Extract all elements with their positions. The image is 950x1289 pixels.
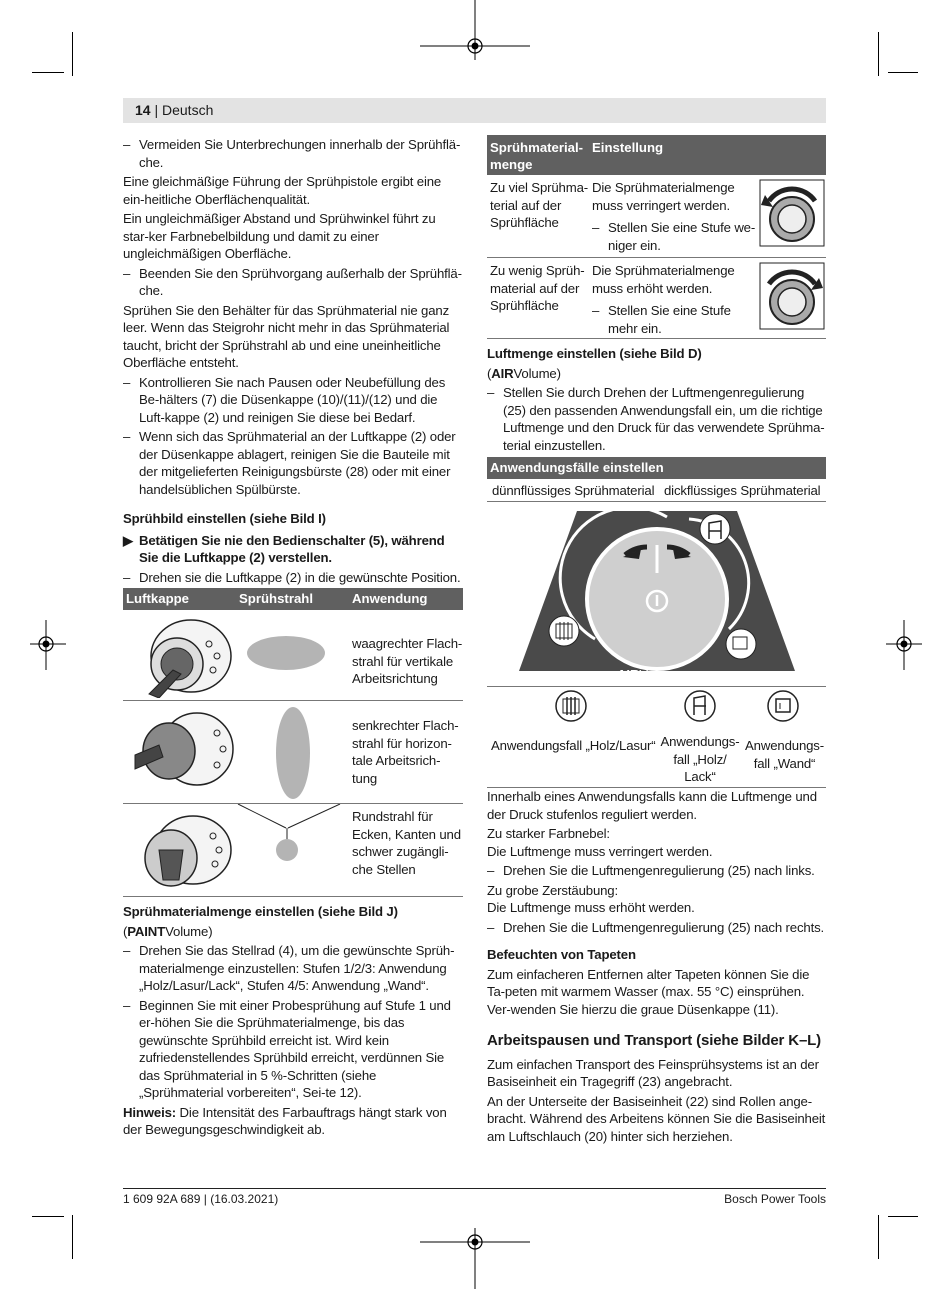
crop-mark	[72, 1215, 73, 1259]
section-heading: Luftmenge einstellen (siehe Bild D)	[487, 346, 702, 361]
crop-mark	[888, 72, 918, 73]
table-row: Zu wenig Sprüh-material auf der Sprühfläche Die Sprühmaterialmenge muss erhöht werden. – Stellen Sie eine Stufe mehr ein.	[487, 258, 826, 339]
paragraph: Zum einfachen Transport des Feinsprühsystems ist an der Basiseinheit ein Tragegriff (23) angebracht.	[487, 1056, 819, 1089]
crop-mark	[72, 32, 73, 76]
air-volume-dial	[517, 509, 797, 687]
header-separator: |	[154, 102, 159, 118]
fence-icon	[554, 689, 588, 723]
horizontal-oval-pattern	[247, 636, 325, 670]
header-language: Deutsch	[162, 102, 214, 118]
table-header: Sprühmaterial-menge Einstellung	[487, 135, 826, 175]
air-section	[487, 345, 826, 456]
section-heading: Arbeitspausen und Transport (siehe Bilder K–L)	[487, 1032, 821, 1049]
mist-need: Die Luftmenge muss verringert werden.	[487, 843, 713, 859]
spray-amount-table	[487, 135, 826, 339]
spray-pattern-table	[123, 588, 463, 897]
footer-brand: Bosch Power Tools	[724, 1192, 826, 1206]
mist-label: Zu starker Farbnebel:	[487, 826, 610, 841]
table-cell: senkrechter Flach-strahl für horizon-tale Arbeitsrich-tung	[352, 718, 459, 786]
app-label-wand: Anwendungs-fall „Wand“	[745, 738, 824, 771]
section-heading: Befeuchten von Tapeten	[487, 947, 636, 962]
table-cell: Rundstrahl für Ecken, Kanten und schwer zugängli-che Stellen	[352, 809, 461, 877]
chair-icon	[683, 689, 717, 723]
crop-mark	[878, 1215, 879, 1259]
registration-mark-left	[30, 620, 66, 670]
crop-mark	[32, 1216, 64, 1217]
table-row: Zu viel Sprühma-terial auf der Sprühfläche Die Sprühmaterialmenge muss verringert werden. – Stellen Sie eine Stufe we-niger ein.	[487, 175, 826, 258]
list-item: – Drehen Sie die Luftmengenregulierung (25) nach rechts.	[487, 919, 825, 935]
left-column	[123, 136, 463, 588]
table-row	[123, 804, 463, 897]
figure-title: Anwendungsfälle einstellen	[487, 457, 826, 479]
page-header	[123, 98, 826, 123]
dial-turn-right-icon	[759, 262, 825, 330]
air-cap-vertical-icon	[129, 707, 239, 791]
list-item: – Wenn sich das Sprühmaterial an der Luftkappe (2) oder der Düsenkappe ablagert, reinigen Sie die Bauteile mit der mitgelieferten Reinigungsbürste (28) oder mit einer handelsüblichen Spülbürste.	[123, 429, 456, 497]
footer-rule	[123, 1188, 826, 1189]
thick-material-label: dickflüssiges Sprühmaterial	[664, 483, 821, 498]
air-volume-label: (AIRVolume)	[487, 365, 561, 381]
vertical-oval-pattern	[276, 707, 310, 799]
dial-label: AIRVolume	[617, 667, 683, 682]
thin-material-label: dünnflüssiges Sprühmaterial	[492, 483, 655, 498]
section-heading: Sprühmaterialmenge einstellen (siehe Bild J)	[123, 904, 398, 919]
warning-item: ▶ Betätigen Sie nie den Bedienschalter (5), während Sie die Luftkappe (2) verstellen.	[123, 532, 445, 565]
list-item: – Drehen Sie die Luftmengenregulierung (25) nach links.	[487, 863, 815, 878]
round-dot-pattern	[236, 804, 346, 864]
dial-turn-left-icon	[759, 179, 825, 247]
list-item: – Stellen Sie durch Drehen der Luftmengenregulierung (25) den passenden Anwendungsfall ein, um die richtige Luftmenge und den Druck für das verwendete Sprühma-terial einzustellen.	[487, 385, 825, 453]
table-row	[123, 610, 463, 701]
list-item: – Vermeiden Sie Unterbrechungen innerhalb der Sprühflä-che.	[123, 137, 461, 170]
table-cell: waagrechter Flach-strahl für vertikale Arbeitsrichtung	[352, 636, 463, 686]
app-label-holz-lack: Anwendungs-fall „Holz/ Lack“	[660, 734, 740, 784]
air-cap-horizontal-icon	[129, 614, 239, 698]
crop-mark	[888, 1216, 918, 1217]
list-item: – Beenden Sie den Sprühvorgang außerhalb der Sprühflä-che.	[123, 265, 462, 298]
paragraph: Eine gleichmäßige Führung der Sprühpistole ergibt eine ein-heitliche Oberflächenqualität.	[123, 174, 442, 207]
crop-mark	[878, 32, 879, 76]
paragraph: Zum einfacheren Entfernen alter Tapeten können Sie die Ta-peten mit warmem Wasser (max. 55 °C) einsprühen. Ver-wenden Sie hierzu die graue Düsenkappe (11).	[487, 966, 810, 1017]
list-item: – Kontrollieren Sie nach Pausen oder Neubefüllung des Be-hälters (7) die Düsenkappe (10)/(11)/(12) und die Luft-kappe (2) und reinigen Sie diese bei Bedarf.	[123, 374, 446, 425]
coarse-need: Die Luftmenge muss erhöht werden.	[487, 900, 695, 915]
wall-icon	[766, 689, 800, 723]
coarse-label: Zu grobe Zerstäubung:	[487, 882, 619, 898]
registration-mark-right	[886, 620, 922, 670]
app-label-holz-lasur: Anwendungsfall „Holz/Lasur“	[491, 738, 656, 753]
list-item: – Drehen Sie das Stellrad (4), um die gewünschte Sprüh-materialmenge einzustellen: Stufen 1/2/3: Anwendung „Holz/Lasur/Lack“, Stufen 4/5: Anwendung „Wand“.	[123, 943, 455, 993]
paragraph: Innerhalb eines Anwendungsfalls kann die Luftmenge und der Druck stufenlos reguliert werden.	[487, 789, 817, 822]
footer-doc-number: 1 609 92A 689 | (16.03.2021)	[123, 1192, 279, 1206]
note: Hinweis: Die Intensität des Farbauftrags hängt stark von der Bewegungsgeschwindigkeit ab.	[123, 1104, 447, 1137]
page-number: 14	[135, 102, 151, 118]
left-column-lower	[123, 903, 463, 1141]
section-heading: Sprühbild einstellen (siehe Bild I)	[123, 511, 326, 526]
application-settings-figure	[487, 457, 826, 784]
table-row	[123, 701, 463, 804]
air-cap-round-icon	[129, 810, 239, 894]
paragraph: Ein ungleichmäßiger Abstand und Sprühwinkel führt zu star-ker Farbnebelbildung und damit zu einer ungleichmäßigen Oberfläche.	[123, 211, 436, 261]
right-column-lower	[487, 788, 826, 1147]
table-header: Luftkappe Sprühstrahl Anwendung	[123, 588, 463, 610]
list-item: – Drehen sie die Luftkappe (2) in die gewünschte Position.	[123, 569, 461, 585]
registration-mark-bottom	[420, 1228, 530, 1289]
paragraph: Sprühen Sie den Behälter für das Sprühmaterial nie ganz leer. Wenn das Steigrohr nicht mehr in das Sprühmaterial taucht, bricht der Sprühstrahl ab und eine uneinheitliche Oberfläche entsteht.	[123, 302, 450, 370]
paragraph: An der Unterseite der Basiseinheit (22) sind Rollen ange-bracht. Während des Arbeitens können Sie die Basiseinheit am Luftschlauch (20) hinter sich herziehen.	[487, 1093, 826, 1144]
crop-mark	[32, 72, 64, 73]
paint-volume-label: (PAINTVolume)	[123, 923, 213, 939]
registration-mark-top	[420, 0, 530, 80]
list-item: – Beginnen Sie mit einer Probesprühung auf Stufe 1 und er-höhen Sie die Sprühmaterialmenge, bis das gewünschte Sprühbild erreicht ist. Wird kein zufriedenstellendes Sprühbild erreicht, verdünnen Sie das Sprühmaterial in 5 %-Schritten (siehe „Sprühmaterial vorbereiten“, Sei-te 12).	[123, 997, 451, 1100]
